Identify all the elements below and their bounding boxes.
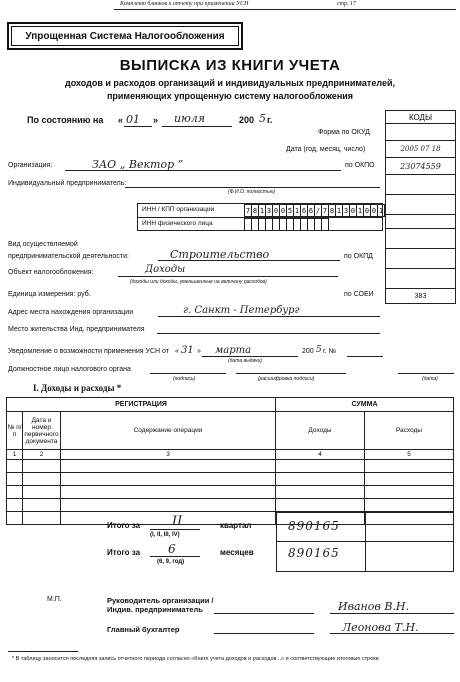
doc-title: ВЫПИСКА ИЗ КНИГИ УЧЕТА — [119, 57, 341, 74]
codes-table — [385, 110, 456, 304]
state-label: По состоянию на — [27, 115, 104, 125]
official-label: Должностное лицо налогового органа — [8, 366, 131, 373]
okei-label: по СОЕИ — [344, 291, 374, 298]
table-row — [7, 499, 454, 512]
inn-person-digit-cell — [287, 219, 294, 231]
inn-kpp-digit-cell: 3 — [266, 206, 272, 215]
inn-kpp-digit-cell: 0 — [350, 206, 356, 215]
totals-divider-h — [276, 541, 454, 542]
okud-label: Форма по ОКУД — [318, 129, 370, 136]
acct-value: Леонова Т.Н. — [342, 621, 419, 634]
notice-year-prefix: 200 — [302, 348, 314, 355]
address-ip-label: Место жительства Инд. предпринимателя — [8, 326, 145, 333]
activity-label-2: предпринимательской деятельности: — [8, 253, 129, 260]
decode-hint: (расшифровка подписи) — [258, 376, 315, 382]
quarter-word: квартал — [220, 521, 252, 530]
notice-year-digit: 5 — [316, 345, 322, 355]
unit-label: Единица измерения: руб. — [8, 291, 91, 298]
notice-line — [202, 356, 298, 357]
col-content: Содержание операции — [61, 412, 276, 450]
acct-sign-line — [214, 633, 314, 634]
codes-header: КОДЫ — [386, 111, 456, 124]
address-org-value: г. Санкт - Петербург — [183, 305, 300, 316]
code-blank-5 — [386, 269, 456, 289]
sum-header: СУММА — [276, 398, 454, 412]
totals-divider-v — [365, 512, 366, 572]
reg-header: РЕГИСТРАЦИЯ — [7, 398, 276, 412]
notice-number-line — [347, 356, 383, 357]
okpo-label: по ОКПО — [345, 162, 375, 169]
notice-quote-close: » — [197, 348, 201, 355]
top-rule — [114, 9, 456, 10]
quarter-hint: (I, II, III, IV) — [150, 532, 180, 538]
months-hint: (6, 9, год) — [157, 559, 185, 565]
inn-person-label: ИНН физического лица — [142, 220, 213, 227]
code-blank-4 — [386, 229, 456, 249]
months-word: месяцев — [220, 548, 254, 557]
object-label: Объект налогообложения: — [8, 269, 94, 276]
notice-date-hint: (дата выдачи) — [228, 358, 263, 364]
head-decode-line — [330, 613, 454, 614]
inn-kpp-digits — [244, 204, 385, 217]
table-row — [7, 486, 454, 499]
months-label: Итого за — [107, 548, 141, 557]
mp-label: М.П. — [47, 596, 62, 603]
state-day: 01 — [126, 113, 140, 126]
code-okei: 383 — [386, 289, 456, 304]
ip-line — [125, 187, 380, 188]
org-line — [65, 170, 341, 171]
notice-label: Уведомление о возможности применения УСН от — [8, 348, 169, 355]
col-num: № п/п — [7, 412, 23, 450]
inn-person-digit-cell — [273, 219, 280, 231]
footnote: * В таблицу заносится последняя запись отчетного периода согласно «Книге учета доходов и расходов...» и соответствующие итоговые строки — [12, 656, 379, 662]
page-number: стр. 17 — [337, 1, 356, 7]
code-okud — [386, 124, 456, 141]
section-title: I. Доходы и расходы * — [33, 383, 122, 393]
head-value: Иванов В.Н. — [338, 600, 409, 613]
state-year-prefix: 200 — [239, 115, 255, 125]
doc-subtitle-1: доходов и расходов организаций и индивидуальных предпринимателей, — [65, 78, 395, 88]
inn-kpp-digit-cell: 8 — [252, 206, 258, 215]
state-year-digit: 5 — [259, 112, 266, 125]
inn-kpp-digit-cell: 8 — [329, 206, 335, 215]
inn-person-digit-cell — [266, 219, 273, 231]
inn-person-digit-cell — [308, 219, 315, 231]
inn-kpp-digit-cell: / — [315, 206, 321, 215]
ip-label: Индивидуальный предприниматель: — [8, 180, 127, 187]
code-blank-3 — [386, 215, 456, 229]
notice-year-suffix: г. № — [323, 348, 337, 355]
address-org-line — [158, 316, 380, 317]
inn-kpp-digit-cell: 0 — [280, 206, 286, 215]
head-sign-line — [214, 613, 314, 614]
acct-decode-line — [330, 633, 454, 634]
inn-kpp-digit-cell: 7 — [245, 206, 251, 215]
inn-kpp-digit-cell: 5 — [287, 206, 293, 215]
inn-person-digit-cell — [252, 219, 259, 231]
inn-kpp-digit-cell: 7 — [322, 206, 328, 215]
inn-person-digit-cell — [301, 219, 308, 231]
col-expense: Расходы — [365, 412, 454, 450]
quarter-label: Итого за — [107, 521, 141, 530]
code-okpo: 23074559 — [386, 158, 456, 175]
quarter-value: II — [172, 514, 183, 529]
address-ip-line — [157, 333, 380, 334]
inn-kpp-digit-cell: 1 — [294, 206, 300, 215]
code-date: 2005 07 18 — [386, 141, 456, 158]
code-okpd — [386, 249, 456, 269]
top-note: Комплект бланков к отчету при применении УСН — [120, 1, 249, 7]
date-hint-2: (дата) — [422, 376, 438, 382]
state-quote-close: » — [153, 115, 159, 125]
state-month: июля — [174, 112, 206, 125]
inn-kpp-digit-cell: 1 — [357, 206, 363, 215]
fio-hint: (Ф.И.О. полностью) — [228, 189, 276, 195]
activity-label-1: Вид осуществляемой — [8, 241, 78, 248]
code-blank-1 — [386, 175, 456, 195]
official-date-line — [398, 373, 454, 374]
inn-person-digit-cell — [322, 219, 329, 231]
notice-quote-open: « — [175, 348, 179, 355]
state-month-line — [162, 126, 232, 127]
inn-person-digits — [244, 218, 329, 231]
notice-day: 31 — [181, 345, 194, 356]
col-income: Доходы — [276, 412, 365, 450]
inn-kpp-label: ИНН / КПП организации — [142, 206, 215, 213]
inn-person-digit-cell — [245, 219, 252, 231]
head-label-2: Индив. предприниматель — [107, 605, 203, 614]
col-number-2: 2 — [23, 450, 61, 460]
inn-kpp-digit-cell: 6 — [308, 206, 314, 215]
doc-subtitle-2: применяющих упрощенную систему налогообложения — [106, 91, 354, 101]
official-sign-line — [150, 373, 226, 374]
inn-person-digit-cell — [294, 219, 301, 231]
col-date: Дата и номер первичного документа — [23, 412, 61, 450]
quarter-sum: 890165 — [288, 519, 340, 533]
col-number-3: 3 — [61, 450, 276, 460]
inn-kpp-digit-cell: 0 — [364, 206, 370, 215]
col-number-5: 5 — [365, 450, 454, 460]
inn-kpp-digit-cell: 1 — [336, 206, 342, 215]
head-label-1: Руководитель организации / — [107, 596, 214, 605]
inn-kpp-digit-cell: 1 — [259, 206, 265, 215]
inn-kpp-digit-cell: 3 — [343, 206, 349, 215]
footnote-rule — [8, 651, 78, 652]
income-table — [6, 397, 454, 525]
inn-person-digit-cell — [315, 219, 322, 231]
months-value: 6 — [168, 542, 176, 556]
object-hint: (доходы или доходы, уменьшенные на величину расходов) — [130, 279, 267, 285]
table-row — [7, 460, 454, 473]
inn-person-digit-cell — [259, 219, 266, 231]
notice-month: марта — [215, 345, 252, 356]
sign-hint: (подпись) — [173, 376, 196, 382]
inn-kpp-digit-cell: 1 — [378, 206, 384, 215]
okpd-label: по ОКПД — [344, 253, 373, 260]
inn-kpp-digit-cell: 0 — [273, 206, 279, 215]
activity-line — [158, 260, 340, 261]
org-value: ЗАО „ Вектор ” — [92, 158, 184, 171]
state-year-suffix: г. — [267, 115, 273, 125]
col-number-4: 4 — [276, 450, 365, 460]
acct-label: Главный бухгалтер — [107, 625, 180, 634]
object-value: Доходы — [145, 264, 186, 275]
org-label: Организация: — [8, 162, 53, 169]
inn-kpp-digit-cell: 6 — [301, 206, 307, 215]
activity-value: Строительство — [170, 248, 270, 261]
inn-person-digit-cell — [280, 219, 287, 231]
address-org-label: Адрес места нахождения организации — [8, 309, 134, 316]
date-label: Дата (год, месяц, число) — [286, 146, 366, 153]
object-line — [118, 276, 338, 277]
state-day-line — [124, 126, 152, 127]
table-row — [7, 473, 454, 486]
inn-kpp-digit-cell: 0 — [371, 206, 377, 215]
quarter-line — [150, 529, 200, 530]
col-number-1: 1 — [7, 450, 23, 460]
code-blank-2 — [386, 195, 456, 215]
months-sum: 890165 — [288, 546, 340, 560]
state-quote-open: « — [118, 115, 124, 125]
official-decode-line — [236, 373, 346, 374]
months-line — [150, 556, 200, 557]
logo-text: Упрощенная Система Налогообложения — [11, 26, 239, 46]
